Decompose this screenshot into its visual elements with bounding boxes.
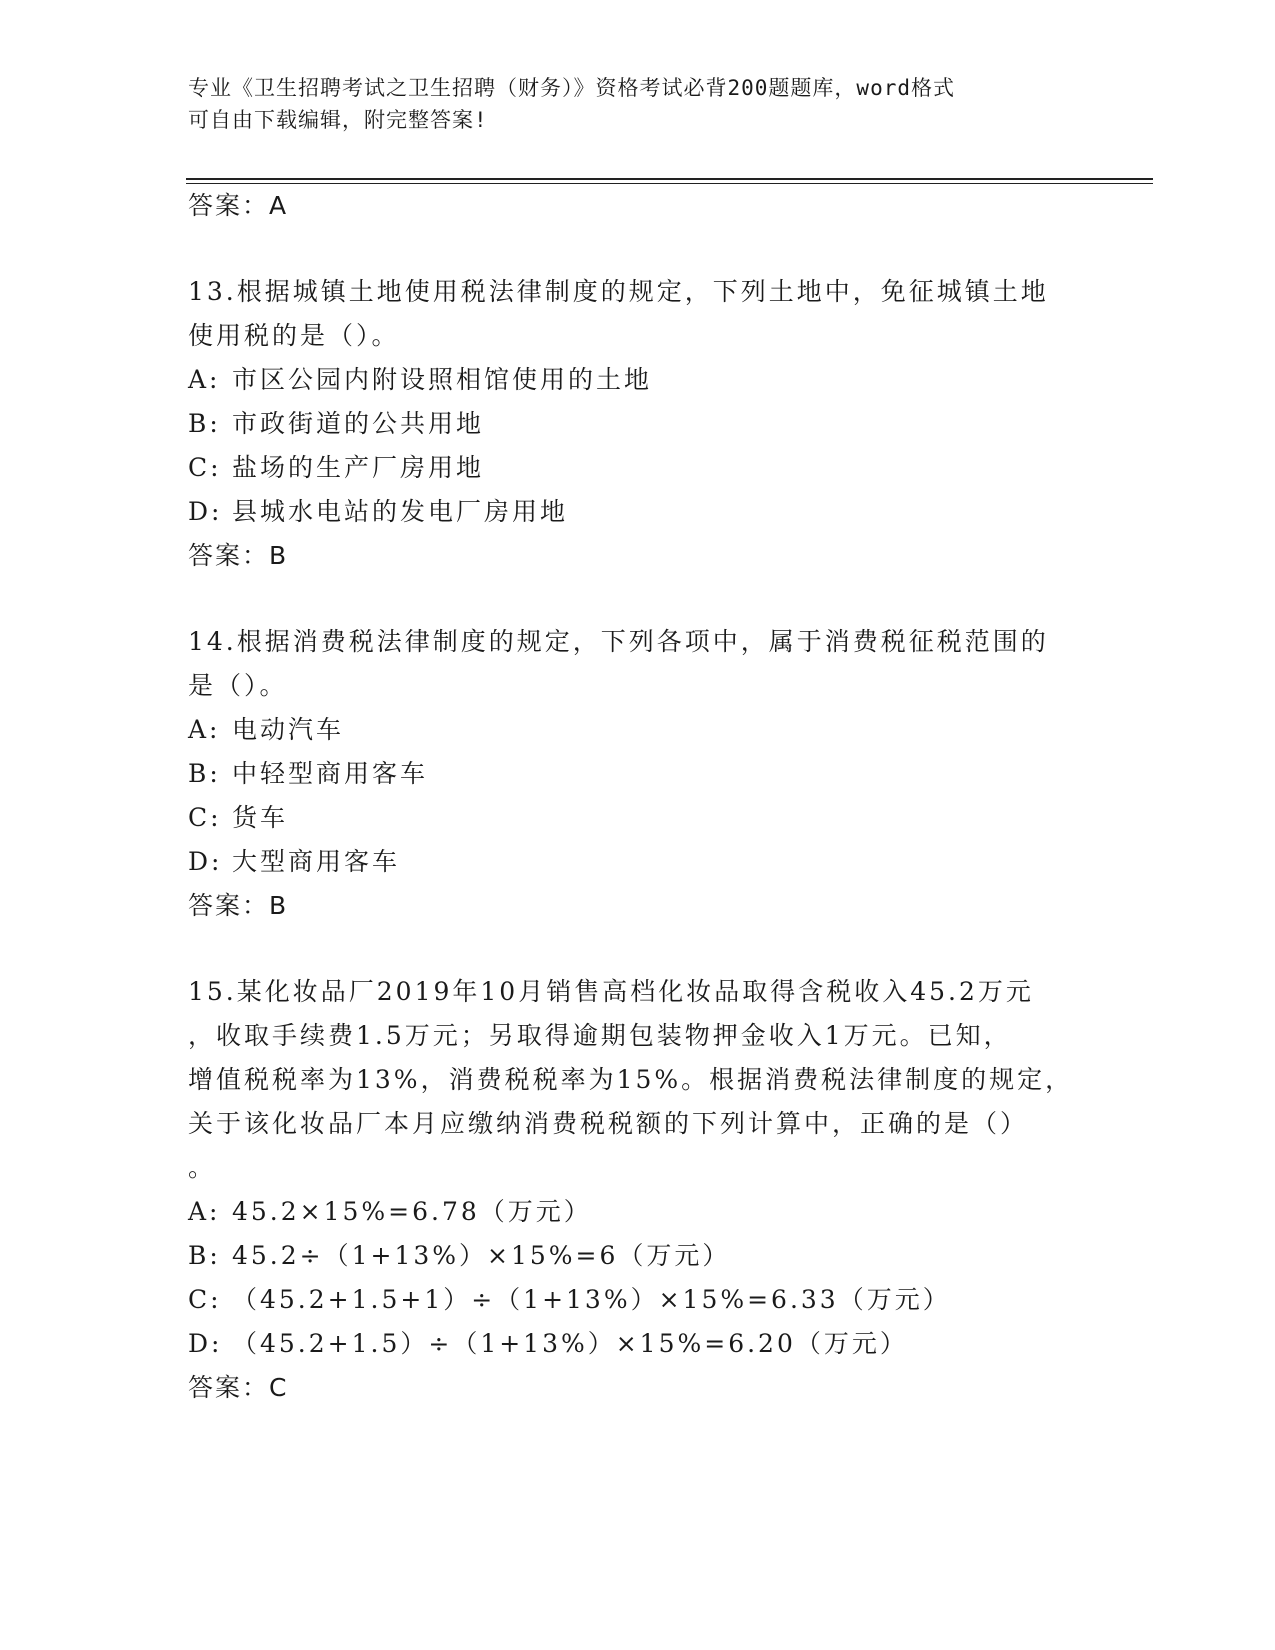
question-14-option-a [188, 710, 344, 746]
header-divider-thin [186, 183, 1153, 184]
document-header [188, 72, 1088, 136]
question-14-stem-line-1: 14.根据消费税法律制度的规定，下列各项中，属于消费税征税范围的 [188, 627, 1049, 656]
question-14-answer: 答案：B [188, 891, 289, 920]
option-text: 货车 [232, 803, 289, 832]
option-label: C: [188, 453, 222, 482]
question-13-option-a [188, 360, 652, 396]
option-label: A: [188, 715, 221, 744]
header-line-1: 专业《卫生招聘考试之卫生招聘（财务）》资格考试必背200题题库，word格式 [188, 76, 955, 100]
previous-answer: 答案：A [188, 191, 289, 220]
option-text: 市政街道的公共用地 [232, 409, 485, 438]
question-15-stem-line-1: 15.某化妆品厂2019年10月销售高档化妆品取得含税收入45.2万元 [188, 977, 1034, 1006]
question-14-option-d [188, 842, 400, 878]
option-text: （45.2+1.5+1）÷（1+13%）×15%=6.33（万元） [232, 1285, 951, 1314]
question-13-answer: 答案：B [188, 541, 289, 570]
question-14-stem-line-2: 是（）。 [188, 671, 288, 700]
option-label: D: [188, 847, 223, 876]
option-text: 大型商用客车 [232, 847, 401, 876]
option-text: （45.2+1.5）÷（1+13%）×15%=6.20（万元） [232, 1329, 908, 1358]
option-label: B: [188, 759, 221, 788]
option-label: D: [188, 1329, 223, 1358]
option-text: 45.2÷（1+13%）×15%=6（万元） [232, 1241, 731, 1270]
question-15-stem-line-4: 关于该化妆品厂本月应缴纳消费税税额的下列计算中，正确的是（） [188, 1109, 1029, 1138]
option-label: C: [188, 1285, 222, 1314]
option-label: A: [188, 365, 221, 394]
option-label: D: [188, 497, 223, 526]
header-divider-thick [186, 178, 1153, 180]
option-text: 县城水电站的发电厂房用地 [232, 497, 569, 526]
option-label: A: [188, 1197, 221, 1226]
option-text: 盐场的生产厂房用地 [232, 453, 485, 482]
option-text: 中轻型商用客车 [232, 759, 429, 788]
option-text: 45.2×15%=6.78（万元） [232, 1197, 592, 1226]
question-15-option-d [188, 1324, 908, 1360]
question-15-answer: 答案：C [188, 1373, 289, 1402]
question-13-option-b [188, 404, 484, 440]
question-14-option-b [188, 754, 428, 790]
question-15-stem-line-3: 增值税税率为13%，消费税税率为15%。根据消费税法律制度的规定， [188, 1065, 1074, 1094]
question-13-option-d [188, 492, 568, 528]
option-label: C: [188, 803, 222, 832]
question-15-stem-line-5: 。 [188, 1153, 217, 1182]
question-15-option-b [188, 1236, 730, 1272]
question-15-stem-line-2: ，收取手续费1.5万元；另取得逾期包装物押金收入1万元。已知， [188, 1021, 1012, 1050]
question-15-option-c [188, 1280, 951, 1316]
header-line-2: 可自由下载编辑，附完整答案! [188, 108, 488, 132]
question-13-stem-line-2: 使用税的是（）。 [188, 321, 400, 350]
option-label: B: [188, 409, 221, 438]
question-13-option-c [188, 448, 484, 484]
question-13-stem-line-1: 13.根据城镇土地使用税法律制度的规定，下列土地中，免征城镇土地 [188, 277, 1049, 306]
question-15-option-a [188, 1192, 592, 1228]
option-text: 电动汽车 [232, 715, 345, 744]
option-label: B: [188, 1241, 221, 1270]
question-14-option-c [188, 798, 288, 834]
option-text: 市区公园内附设照相馆使用的土地 [232, 365, 653, 394]
